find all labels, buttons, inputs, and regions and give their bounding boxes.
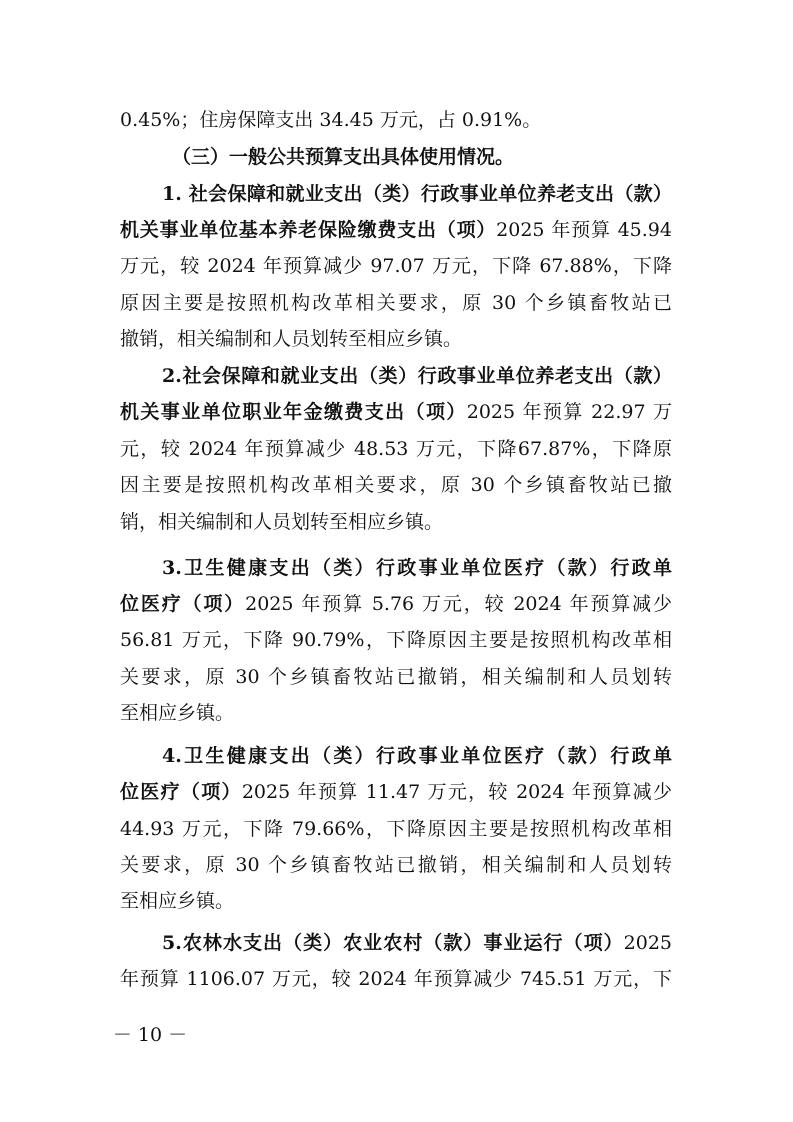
text-span: 2025 年预算 11.47 万元，较 2024 年预算减少: [241, 781, 672, 803]
text-line: 万元，较 2024 年预算减少 97.07 万元，下降 67.88%，下降: [120, 255, 672, 277]
item-2-title-cont: 机关事业单位职业年金缴费支出（项）: [120, 401, 467, 423]
text-line: 关要求，原 30 个乡镇畜牧站已撤销，相关编制和人员划转: [120, 666, 672, 688]
text-line: [120, 780, 672, 806]
text-line: 关要求，原 30 个乡镇畜牧站已撤销，相关编制和人员划转: [120, 854, 672, 876]
text-span: 2025 年预算 45.94: [496, 219, 672, 241]
text-line: 销，相关编制和人员划转至相应乡镇。: [120, 511, 444, 533]
item-1-title-cont: 机关事业单位基本养老保险缴费支出（项）: [120, 219, 497, 241]
item-4-title: 4.卫生健康支出（类）行政事业单位医疗（款）行政单: [162, 745, 672, 767]
text-line: [120, 592, 672, 618]
item-5-title: 5.农林水支出（类）农业农村（款）事业运行（项）: [162, 932, 624, 954]
text-line: 原因主要是按照机构改革相关要求，原 30 个乡镇畜牧站已: [120, 292, 672, 314]
text-line: [120, 400, 672, 426]
text-line: 元，较 2024 年预算减少 48.53 万元，下降67.87%，下降原: [120, 438, 672, 460]
text-span: 2025 年预算 22.97 万: [466, 401, 672, 423]
text-line: 因主要是按照机构改革相关要求，原 30 个乡镇畜牧站已撤: [120, 474, 672, 496]
text-line: 至相应乡镇。: [120, 702, 235, 724]
text-line: 至相应乡镇。: [120, 890, 235, 912]
text-line: 0.45%；住房保障支出 34.45 万元，占 0.91%。: [120, 109, 542, 131]
item-2-title: 2.社会保障和就业支出（类）行政事业单位养老支出（款）: [162, 365, 672, 387]
item-3-title-cont: 位医疗（项）: [120, 593, 246, 615]
text-line: 年预算 1106.07 万元，较 2024 年预算减少 745.51 万元，下: [120, 968, 672, 990]
text-line: 56.81 万元，下降 90.79%，下降原因主要是按照机构改革相: [120, 629, 672, 651]
section-heading: （三）一般公共预算支出具体使用情况。: [172, 146, 515, 168]
text-line: 44.93 万元，下降 79.66%，下降原因主要是按照机构改革相: [120, 818, 672, 840]
item-1-title: 1. 社会保障和就业支出（类）行政事业单位养老支出（款）: [162, 183, 672, 205]
text-line: 撤销，相关编制和人员划转至相应乡镇。: [120, 328, 463, 350]
text-span: 2025: [623, 932, 672, 954]
item-4-title-cont: 位医疗（项）: [120, 781, 242, 803]
text-span: 2025 年预算 5.76 万元，较 2024 年预算减少: [245, 593, 672, 615]
item-3-title: 3.卫生健康支出（类）行政事业单位医疗（款）行政单: [162, 557, 672, 579]
text-line: [120, 218, 672, 244]
text-line: [162, 931, 672, 957]
page-number: － 10 －: [112, 1024, 188, 1046]
